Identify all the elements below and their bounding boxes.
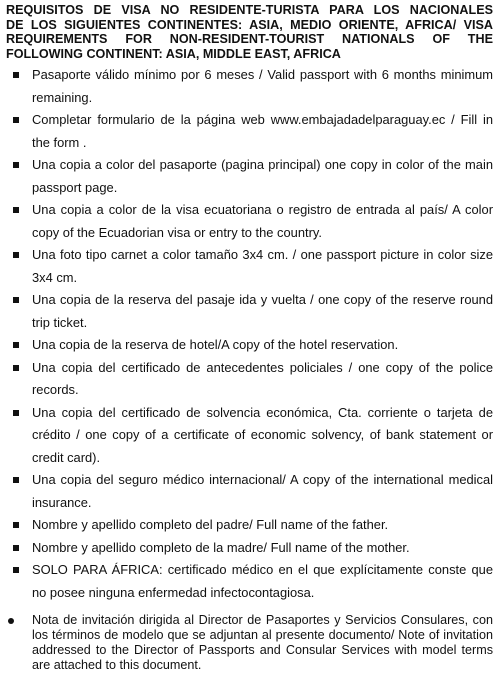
requirement-text: Una copia a color de la visa ecuatoriana o registro de entrada al país/ A color copy of the Ecuadorian visa or entry to the country.	[32, 202, 493, 240]
list-item	[6, 514, 493, 537]
document-heading	[6, 3, 493, 61]
list-item	[6, 244, 493, 289]
document-page	[6, 3, 493, 673]
requirement-text: SOLO PARA ÁFRICA: certificado médico en el que explícitamente conste que no posee ninguna enfermedad infectocontagiosa.	[32, 562, 493, 600]
square-bullet-icon	[13, 567, 19, 573]
list-item	[6, 199, 493, 244]
requirement-text: Una copia del certificado de antecedentes policiales / one copy of the police records.	[32, 359, 493, 398]
square-bullet-icon	[13, 117, 19, 123]
square-bullet-icon	[13, 365, 19, 371]
list-item	[6, 537, 493, 560]
square-bullet-icon	[13, 342, 19, 348]
requirement-text: Una copia del certificado de solvencia económica, Cta. corriente o tarjeta de crédito / one copy of a certificate of economic solvency, of bank statement or credit card).	[32, 404, 493, 465]
square-bullet-icon	[13, 207, 19, 213]
requirement-text: Nombre y apellido completo de la madre/ Full name of the mother.	[32, 539, 410, 555]
list-item	[6, 109, 493, 154]
list-item	[6, 334, 493, 357]
heading-line: REQUIREMENTS FOR NON-RESIDENT-TOURIST NATIONALS OF THE	[6, 32, 493, 47]
square-bullet-icon	[13, 72, 19, 78]
heading-line: DE LOS SIGUIENTES CONTINENTES: ASIA, MEDIO ORIENTE, AFRICA/ VISA	[6, 17, 493, 32]
list-item	[6, 289, 493, 334]
square-bullet-icon	[13, 545, 19, 551]
requirement-text: Una foto tipo carnet a color tamaño 3x4 cm. / one passport picture in color size 3x4 cm.	[32, 247, 493, 285]
heading-line: FOLLOWING CONTINENT: ASIA, MIDDLE EAST, AFRICA	[6, 46, 341, 61]
round-bullet-icon	[8, 618, 14, 624]
square-bullet-icon	[13, 410, 19, 416]
list-item	[6, 154, 493, 199]
requirements-list	[6, 64, 493, 604]
list-item	[6, 469, 493, 514]
square-bullet-icon	[13, 252, 19, 258]
requirement-text: Una copia de la reserva del pasaje ida y vuelta / one copy of the reserve round trip ticket.	[32, 292, 493, 330]
note-text: Nota de invitación dirigida al Director de Pasaportes y Servicios Consulares, con los términos de modelo que se adjuntan al presente documento/ Note of invitation addressed to the Director of Passports and Consular Services with model terms are attached to this document.	[32, 613, 493, 673]
heading-line: REQUISITOS DE VISA NO RESIDENTE-TURISTA PARA LOS NACIONALES	[6, 3, 493, 17]
square-bullet-icon	[13, 522, 19, 528]
list-item	[6, 64, 493, 109]
square-bullet-icon	[13, 162, 19, 168]
square-bullet-icon	[13, 477, 19, 483]
list-item	[6, 357, 493, 402]
requirement-text: Una copia de la reserva de hotel/A copy of the hotel reservation.	[32, 337, 399, 353]
requirement-text: Pasaporte válido mínimo por 6 meses / Valid passport with 6 months minimum remaining.	[32, 67, 493, 105]
list-item	[6, 402, 493, 470]
invitation-note	[6, 613, 493, 673]
requirement-text: Una copia del seguro médico internacional/ A copy of the international medical insurance.	[32, 472, 493, 510]
requirement-text: Nombre y apellido completo del padre/ Full name of the father.	[32, 517, 389, 533]
square-bullet-icon	[13, 297, 19, 303]
list-item	[6, 559, 493, 604]
requirement-text: Una copia a color del pasaporte (pagina principal) one copy in color of the main passport page.	[32, 157, 493, 195]
requirement-text: Completar formulario de la página web www.embajadadelparaguay.ec / Fill in the form .	[32, 112, 493, 150]
